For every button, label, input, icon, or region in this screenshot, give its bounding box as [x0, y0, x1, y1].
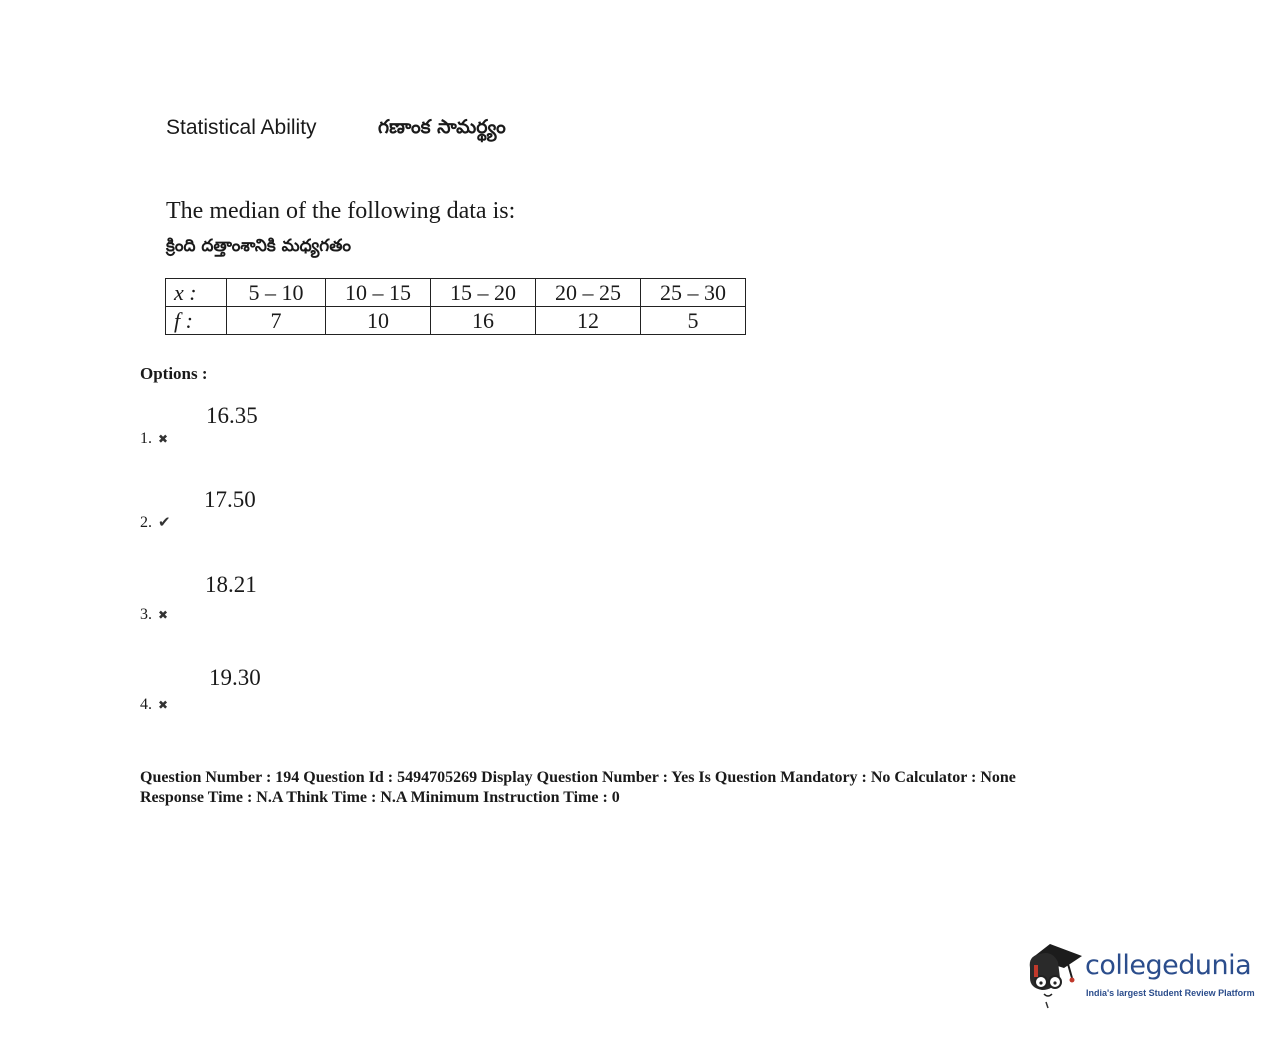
- check-icon: ✔: [158, 513, 171, 531]
- option-4[interactable]: [140, 696, 168, 714]
- option-1-value: 16.35: [206, 403, 258, 428]
- metadata-line-1: Question Number : 194 Question Id : 5494705269 Display Question Number : Yes Is Question Mandatory : No Calculator : None: [140, 769, 1016, 786]
- metadata-line-2: Response Time : N.A Think Time : N.A Minimum Instruction Time : 0: [140, 789, 620, 806]
- table-row-f: [166, 307, 746, 335]
- table-cell: 10: [326, 307, 431, 335]
- option-3[interactable]: [140, 606, 168, 624]
- table-row-x: [166, 279, 746, 307]
- cross-icon: ✖: [158, 432, 169, 446]
- option-2[interactable]: [140, 513, 171, 532]
- table-cell: 16: [431, 307, 536, 335]
- cross-icon: ✖: [158, 608, 169, 622]
- option-2-value: 17.50: [204, 487, 256, 512]
- option-3-number: 3.: [140, 606, 152, 623]
- option-2-number: 2.: [140, 514, 152, 531]
- option-1-number: 1.: [140, 430, 152, 447]
- section-title: Statistical Ability: [166, 116, 317, 139]
- table-cell: 5 – 10: [227, 279, 326, 307]
- mascot-logo-icon: [1024, 938, 1086, 1010]
- table-cell: 10 – 15: [326, 279, 431, 307]
- question-text-telugu: క్రింది దత్తాంశానికి మధ్యగతం: [166, 236, 352, 256]
- row-label-f: f :: [166, 307, 227, 335]
- logo-tagline: India's largest Student Review Platform: [1086, 988, 1255, 998]
- table-cell: 12: [536, 307, 641, 335]
- question-metadata: [140, 768, 1016, 808]
- logo-wordmark: collegedunia: [1085, 950, 1252, 981]
- option-4-value: 19.30: [209, 665, 261, 690]
- frequency-table: [165, 278, 746, 335]
- table-cell: 20 – 25: [536, 279, 641, 307]
- question-text: The median of the following data is:: [166, 198, 516, 224]
- row-label-x: x :: [166, 279, 227, 307]
- options-label: Options :: [140, 364, 208, 383]
- table-cell: 15 – 20: [431, 279, 536, 307]
- option-3-value: 18.21: [205, 572, 257, 597]
- option-1[interactable]: [140, 430, 168, 448]
- cross-icon: ✖: [158, 698, 169, 712]
- option-4-number: 4.: [140, 696, 152, 713]
- section-title-telugu: గణాంక సామర్థ్యం: [378, 116, 506, 138]
- table-cell: 5: [641, 307, 746, 335]
- table-cell: 25 – 30: [641, 279, 746, 307]
- table-cell: 7: [227, 307, 326, 335]
